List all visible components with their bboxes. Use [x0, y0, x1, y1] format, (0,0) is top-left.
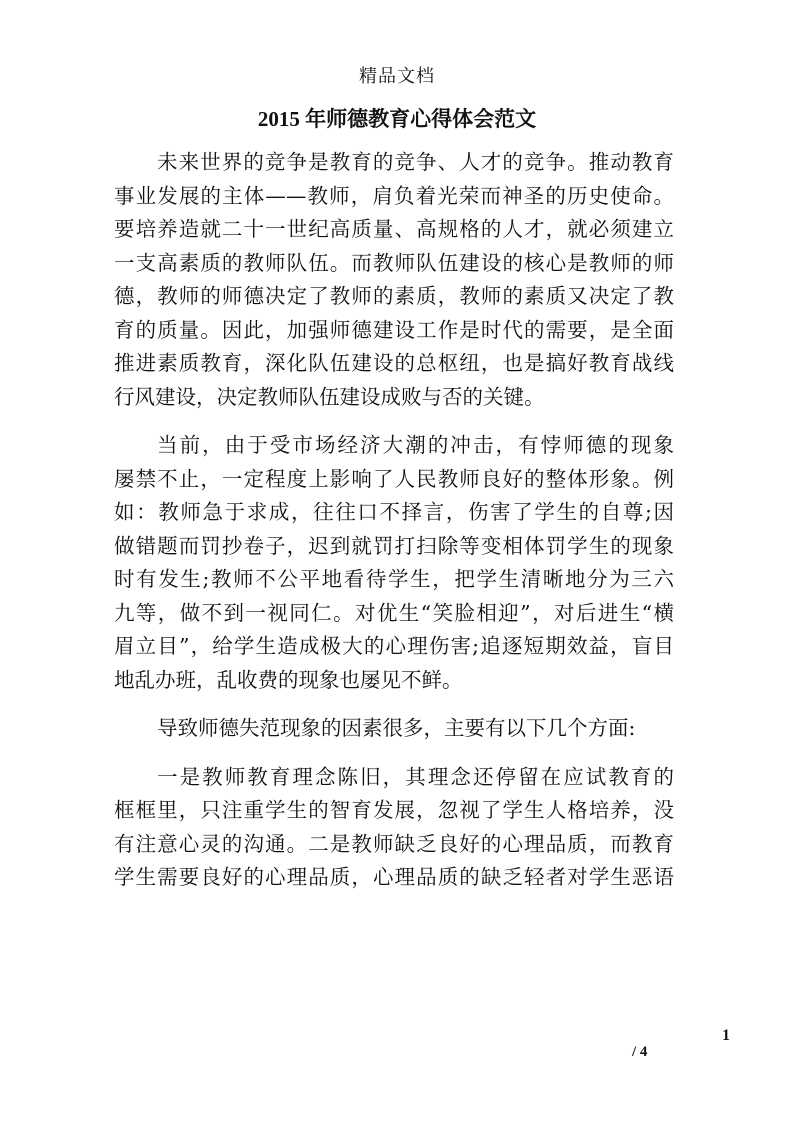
text-line: 要培养造就二十一世纪高质量、高规格的人才，就必须建立: [114, 217, 674, 241]
text-line: 有注意心灵的沟通。二是教师缺乏良好的心理品质，而教育: [114, 831, 674, 856]
text-line: 未来世界的竞争是教育的竞争、人才的竞争。推动教育: [157, 150, 674, 174]
text-line: 屡禁不止，一定程度上影响了人民教师良好的整体形象。例: [114, 466, 674, 491]
paragraph: [114, 712, 674, 746]
text-line: 九等，做不到一视同仁。对优生“笑脸相迎”，对后进生“横: [114, 600, 674, 625]
text-line: 行风建设，决定教师队伍建设成败与否的关键。: [114, 384, 545, 409]
text-line: 德，教师的师德决定了教师的素质，教师的素质又决定了教: [114, 284, 674, 308]
page-number: 1: [722, 1027, 730, 1044]
text-line: 做错题而罚抄卷子，迟到就罚打扫除等变相体罚学生的现象: [114, 533, 674, 558]
text-line: 育的质量。因此，加强师德建设工作是时代的需要，是全面: [114, 317, 674, 342]
text-line: 当前，由于受市场经济大潮的冲击，有悖师德的现象: [157, 433, 674, 457]
text-line: 时有发生;教师不公平地看待学生，把学生清晰地分为三六: [114, 567, 674, 591]
paragraph: [114, 146, 674, 414]
page-header-label: 精品文档: [359, 66, 435, 87]
text-line: 一是教师教育理念陈旧，其理念还停留在应试教育的: [157, 764, 674, 789]
text-line: 学生需要良好的心理品质，心理品质的缺乏轻者对学生恶语: [114, 865, 674, 889]
text-line: 一支高素质的教师队伍。而教师队伍建设的核心是教师的师: [114, 250, 674, 275]
paragraph: [114, 761, 674, 895]
text-line: 眉立目”，给学生造成极大的心理伤害;追逐短期效益，盲目: [114, 634, 674, 658]
text-line: 如：教师急于求成，往往口不择言，伤害了学生的自尊;因: [114, 500, 674, 524]
text-line: 导致师德失范现象的因素很多，主要有以下几个方面:: [157, 716, 636, 740]
document-title: 2015 年师德教育心得体会范文: [257, 107, 537, 131]
paragraph: [114, 429, 674, 697]
text-line: 推进素质教育，深化队伍建设的总枢纽，也是搞好教育战线: [114, 351, 674, 375]
text-line: 事业发展的主体——教师，肩负着光荣而神圣的历史使命。: [114, 183, 674, 208]
text-line: 框框里，只注重学生的智育发展，忽视了学生人格培养，没: [114, 798, 674, 822]
document-body: [114, 146, 674, 895]
text-line: 地乱办班，乱收费的现象也屡见不鲜。: [114, 667, 463, 692]
page-total: / 4: [632, 1044, 648, 1060]
